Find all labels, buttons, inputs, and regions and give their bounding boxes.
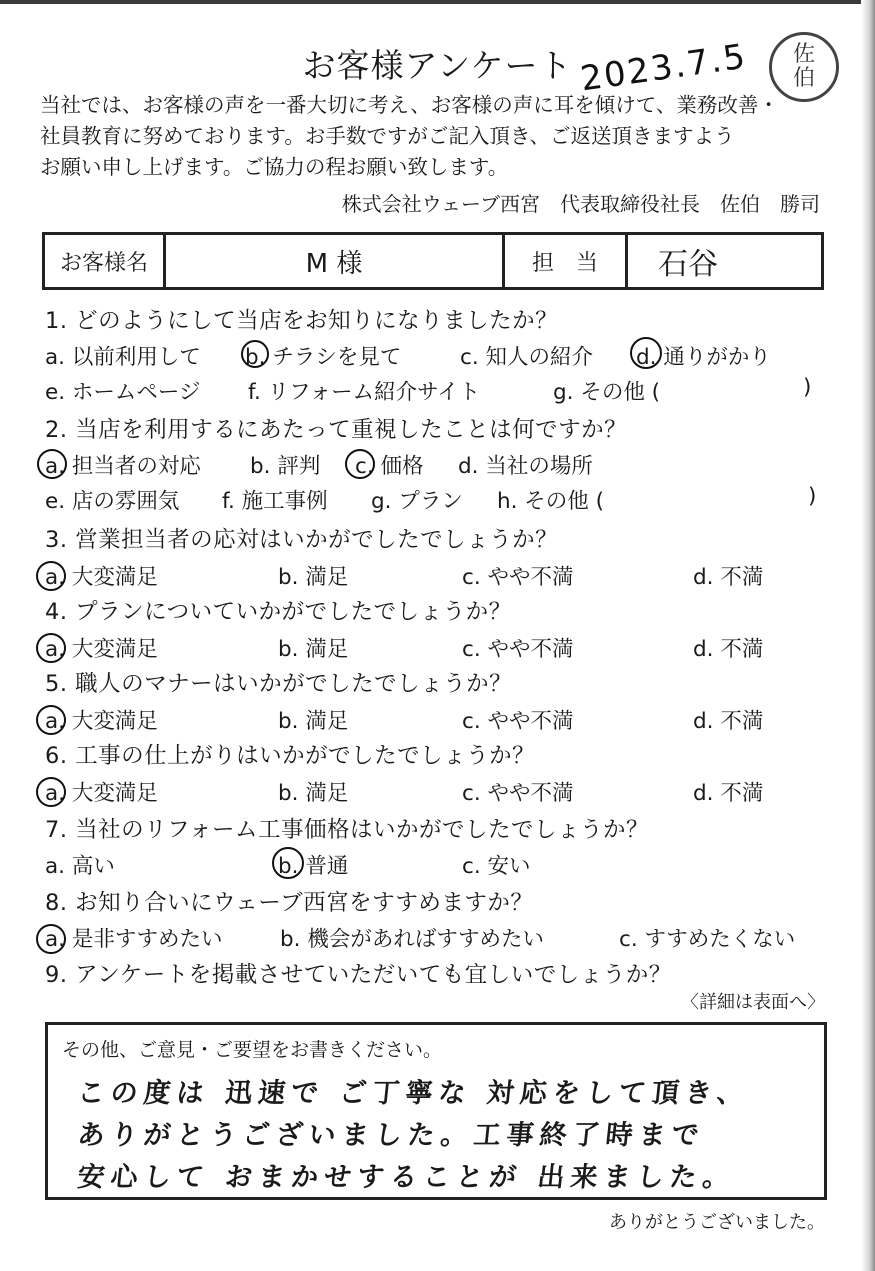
selected-circle-mark [241, 340, 269, 368]
selected-circle-mark [36, 633, 66, 663]
selected-circle-mark [37, 449, 67, 479]
handwritten-comment-line: ありがとうございました。工事終了時まで [76, 1120, 707, 1151]
intro-text [40, 90, 830, 183]
q1-option-e: e. ホームページ [45, 380, 201, 405]
seal-char: 伯 [792, 66, 815, 91]
customer-info-box [42, 232, 824, 290]
comment-label: その他、ご意見・ご要望をお書きください。 [62, 1039, 443, 1061]
selected-circle-mark [36, 705, 66, 735]
q2-option-e: e. 店の雰囲気 [45, 489, 180, 514]
intro-line: お願い申し上げます。ご協力の程お願い致します。 [40, 155, 509, 179]
seal-char: 佐 [792, 42, 815, 67]
question-9: 9. アンケートを掲載させていただいても宜しいでしょうか？ [45, 962, 672, 988]
scan-edge-right [861, 0, 875, 1271]
q1-option-d: d. 通りがかり [636, 345, 771, 370]
detail-note: 〈詳細は表面へ〉 [681, 992, 825, 1013]
question-7: 7. 当社のリフォーム工事価格はいかがでしたでしょうか？ [45, 817, 649, 843]
selected-circle-mark [36, 924, 66, 954]
question-6: 6. 工事の仕上がりはいかがでしたでしょうか？ [45, 743, 536, 769]
selected-circle-mark [345, 449, 375, 479]
q7-option-c: c. 安い [462, 854, 531, 879]
question-3: 3. 営業担当者の応対はいかがでしたでしょうか？ [45, 527, 559, 553]
customer-name-label: お客様名 [59, 250, 148, 276]
q1-option-c: c. 知人の紹介 [460, 345, 593, 370]
handwritten-comment-line: この度は 迅速で ご丁寧な 対応をして頂き、 [76, 1078, 752, 1109]
q4-option-b: b. 満足 [278, 637, 349, 662]
q2-option-h: h. その他 ( [497, 489, 605, 514]
selected-circle-mark [36, 561, 66, 591]
intro-line: 当社では、お客様の声を一番大切に考え、お客様の声に耳を傾けて、業務改善・ [40, 93, 779, 117]
question-1: 1. どのようにして当店をお知りになりましたか？ [45, 308, 559, 334]
q7-option-b: b. 普通 [278, 854, 349, 879]
handwritten-date: 2023.7.5 [578, 36, 750, 100]
q5-option-a: a. 大変満足 [45, 709, 158, 734]
selected-circle-mark [36, 777, 66, 807]
q4-option-d: d. 不満 [693, 637, 764, 662]
q6-option-b: b. 満足 [278, 781, 349, 806]
q5-option-b: b. 満足 [278, 709, 349, 734]
q2-option-c: c. 価格 [355, 454, 424, 479]
q2-option-f: f. 施工事例 [222, 489, 328, 514]
question-8: 8. お知り合いにウェーブ西宮をすすめますか？ [45, 890, 534, 916]
q7-option-a: a. 高い [45, 854, 115, 879]
q1-option-g: g. その他 ( [553, 380, 661, 405]
q4-option-c: c. やや不満 [462, 637, 574, 662]
intro-line: 社員教育に努めております。お手数ですがご記入頂き、ご返送頂きますよう [40, 124, 735, 148]
q3-option-c: c. やや不満 [462, 565, 574, 590]
q6-option-a: a. 大変満足 [45, 781, 158, 806]
q1-option-b: b. チラシを見て [245, 345, 402, 370]
q6-option-d: d. 不満 [693, 781, 764, 806]
q2-paren-close: ) [808, 484, 817, 509]
question-4: 4. プランについていかがでしたでしょうか？ [45, 599, 512, 625]
scan-edge-top [0, 0, 875, 4]
selected-circle-mark [630, 337, 662, 369]
q2-option-b: b. 評判 [250, 454, 321, 479]
q8-option-a: a. 是非すすめたい [45, 927, 223, 952]
selected-circle-mark [272, 847, 304, 879]
q8-option-c: c. すすめたくない [619, 927, 796, 952]
q1-paren-close: ) [803, 375, 812, 400]
comment-box [45, 1022, 827, 1200]
q2-option-a: a. 担当者の対応 [45, 454, 201, 479]
customer-name-value: M 様 [305, 248, 363, 279]
q5-option-d: d. 不満 [693, 709, 764, 734]
page-title: お客様アンケート [302, 46, 573, 85]
q3-option-d: d. 不満 [693, 565, 764, 590]
question-2: 2. 当店を利用するにあたって重視したことは何ですか？ [45, 417, 628, 443]
closing-thanks: ありがとうございました。 [609, 1212, 825, 1233]
q2-option-d: d. 当社の場所 [458, 454, 593, 479]
q6-option-c: c. やや不満 [462, 781, 574, 806]
staff-label: 担 当 [531, 250, 598, 276]
question-5: 5. 職人のマナーはいかがでしたでしょうか？ [45, 671, 513, 697]
staff-value: 石谷 [658, 247, 718, 282]
company-signature: 株式会社ウェーブ西宮 代表取締役社長 佐伯 勝司 [341, 192, 820, 216]
q3-option-b: b. 満足 [278, 565, 349, 590]
q3-option-a: a. 大変満足 [45, 565, 158, 590]
handwritten-comment-line: 安心して おまかせすることが 出来ました。 [76, 1162, 738, 1193]
q8-option-b: b. 機会があればすすめたい [280, 927, 545, 952]
q2-option-g: g. プラン [371, 489, 463, 514]
q4-option-a: a. 大変満足 [45, 637, 158, 662]
q5-option-c: c. やや不満 [462, 709, 574, 734]
q1-option-a: a. 以前利用して [45, 345, 201, 370]
q1-option-f: f. リフォーム紹介サイト [248, 380, 481, 405]
